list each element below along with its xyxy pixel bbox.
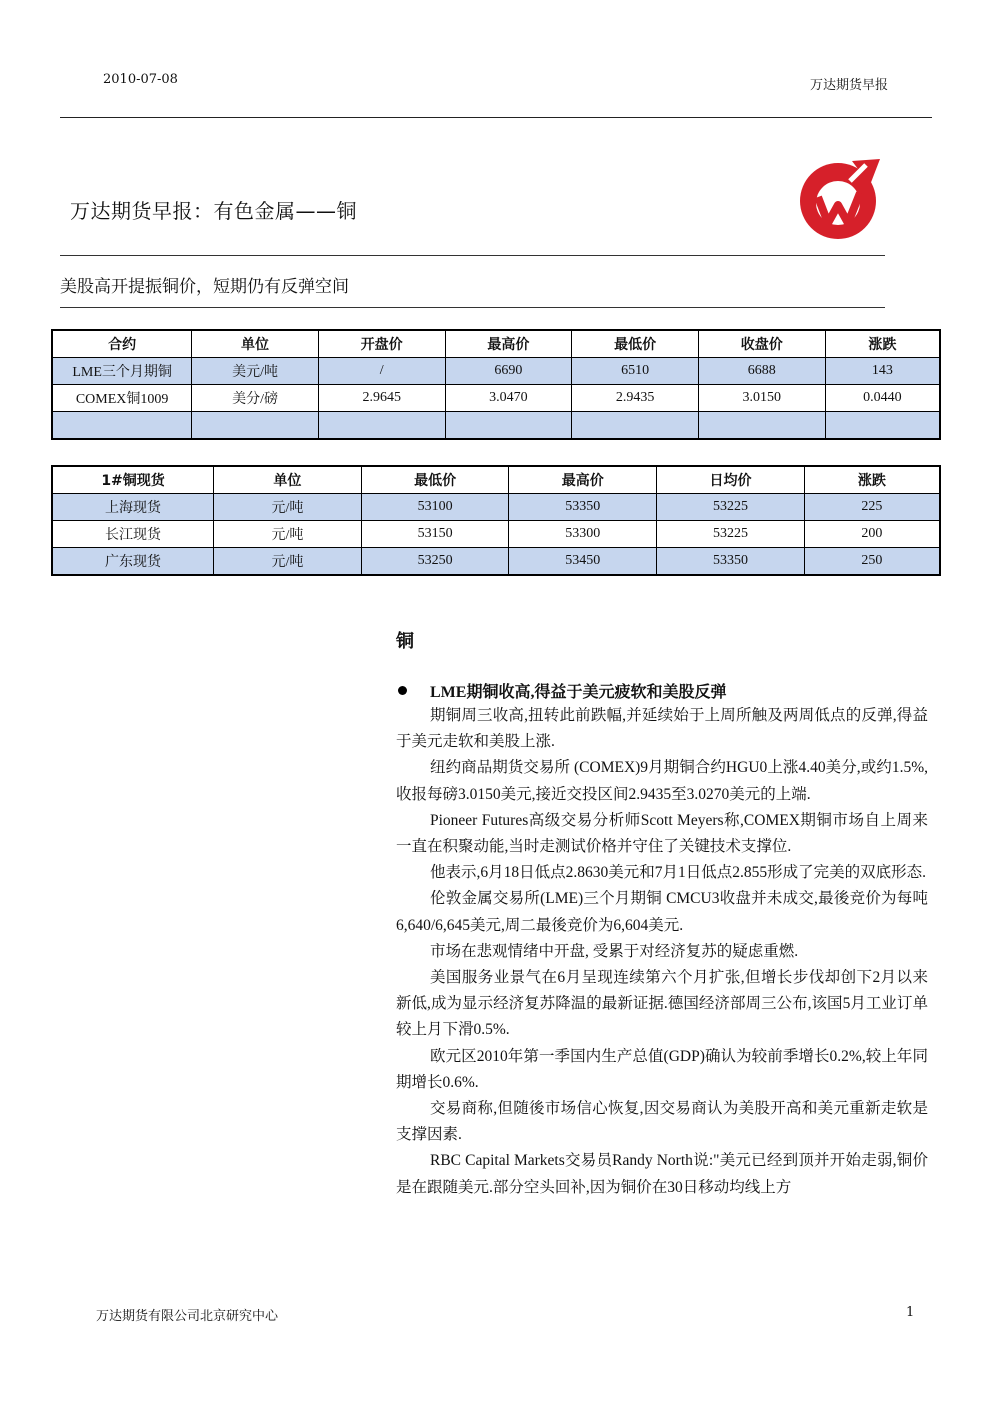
paragraph: 交易商称,但随後市场信心恢复,因交易商认为美股开高和美元重新走软是支撑因素. xyxy=(396,1100,928,1144)
header-date: 2010-07-08 xyxy=(103,72,178,87)
table-header: 涨跌 xyxy=(825,330,940,358)
table-header: 合约 xyxy=(52,330,192,358)
table-cell xyxy=(572,412,699,440)
table-cell: 2.9645 xyxy=(318,385,445,412)
table-header: 最低价 xyxy=(361,466,509,494)
table-cell: COMEX铜1009 xyxy=(52,385,192,412)
table-cell: 2.9435 xyxy=(572,385,699,412)
table-cell: 53350 xyxy=(509,494,657,521)
table-cell xyxy=(192,412,319,440)
paragraph: 伦敦金属交易所(LME)三个月期铜 CMCU3收盘并未成交,最後竞价为每吨6,640/6,645美元,周二最後竞价为6,604美元. xyxy=(396,890,928,934)
table-row xyxy=(52,548,940,576)
table-row xyxy=(52,385,940,412)
table-header: 开盘价 xyxy=(318,330,445,358)
table-cell: 6690 xyxy=(445,358,572,385)
paragraph: 欧元区2010年第一季国内生产总值(GDP)确认为较前季增长0.2%,较上年同期增长0.6%. xyxy=(396,1047,928,1091)
table-cell: 元/吨 xyxy=(214,494,362,521)
table-cell: 200 xyxy=(804,521,940,548)
table-cell: 53100 xyxy=(361,494,509,521)
table-header: 单位 xyxy=(192,330,319,358)
table-header: 日均价 xyxy=(657,466,805,494)
header-brand: 万达期货早报 xyxy=(810,78,889,93)
table-cell: 53300 xyxy=(509,521,657,548)
subtitle-divider xyxy=(60,307,885,308)
table-cell xyxy=(318,412,445,440)
table-cell: 元/吨 xyxy=(214,521,362,548)
table-cell: 0.0440 xyxy=(825,385,940,412)
page-title: 万达期货早报：有色金属——铜 xyxy=(70,199,357,223)
paragraph: 美国服务业景气在6月呈现连续第六个月扩张,但增长步伐却创下2月以来新低,成为显示经济复苏降温的最新证据.德国经济部周三公布,该国5月工业订单较上月下滑0.5%. xyxy=(396,969,928,1039)
bullet-heading: LME期铜收高,得益于美元疲软和美股反弹 xyxy=(430,684,727,701)
page-number: 1 xyxy=(906,1305,915,1320)
futures-price-table xyxy=(51,329,941,440)
table-header: 最高价 xyxy=(509,466,657,494)
table-cell: 上海现货 xyxy=(52,494,214,521)
table-header: 涨跌 xyxy=(804,466,940,494)
table-cell: / xyxy=(318,358,445,385)
table-cell xyxy=(52,412,192,440)
paragraph: 他表示,6月18日低点2.8630美元和7月1日低点2.855形成了完美的双底形态. xyxy=(430,864,927,882)
table-cell: 6510 xyxy=(572,358,699,385)
table-cell: 143 xyxy=(825,358,940,385)
footer-company: 万达期货有限公司北京研究中心 xyxy=(96,1309,279,1324)
table-header: 1#铜现货 xyxy=(52,466,214,494)
table-cell: 3.0470 xyxy=(445,385,572,412)
table-cell: 美分/磅 xyxy=(192,385,319,412)
table-cell xyxy=(698,412,825,440)
table-cell: 53250 xyxy=(361,548,509,576)
table-header: 收盘价 xyxy=(698,330,825,358)
paragraph: RBC Capital Markets交易员Randy North说:"美元已经到顶并开始走弱,铜价是在跟随美元.部分空头回补,因为铜价在30日移动均线上方 xyxy=(396,1152,928,1196)
table-header-row xyxy=(52,330,940,358)
paragraph: 市场在悲观情绪中开盘, 受累于对经济复苏的疑虑重燃. xyxy=(430,942,799,960)
table-cell: 53150 xyxy=(361,521,509,548)
table-cell: 53450 xyxy=(509,548,657,576)
table-cell: 6688 xyxy=(698,358,825,385)
table-header: 最低价 xyxy=(572,330,699,358)
table-cell: 53350 xyxy=(657,548,805,576)
table-row xyxy=(52,358,940,385)
table-row xyxy=(52,521,940,548)
section-title: 铜 xyxy=(396,631,414,652)
table-cell: 广东现货 xyxy=(52,548,214,576)
table-cell: 长江现货 xyxy=(52,521,214,548)
paragraph: Pioneer Futures高级交易分析师Scott Meyers称,COMEX期铜市场自上周来一直在积聚动能,当时走测试价格并守住了关键技术支撑位. xyxy=(396,811,928,856)
table-cell xyxy=(445,412,572,440)
paragraph: 期铜周三收高,扭转此前跌幅,并延续始于上周所触及两周低点的反弹,得益于美元走软和美股上涨. xyxy=(396,707,928,751)
page-subtitle: 美股高开提振铜价，短期仍有反弹空间 xyxy=(60,277,349,297)
table-cell: 美元/吨 xyxy=(192,358,319,385)
table-cell xyxy=(825,412,940,440)
table-header: 最高价 xyxy=(445,330,572,358)
table-cell: 元/吨 xyxy=(214,548,362,576)
table-cell: LME三个月期铜 xyxy=(52,358,192,385)
article-body xyxy=(396,703,928,1201)
table-cell: 250 xyxy=(804,548,940,576)
table-row xyxy=(52,494,940,521)
table-row xyxy=(52,412,940,440)
header-divider xyxy=(60,117,932,118)
spot-price-table xyxy=(51,465,941,576)
table-cell: 53225 xyxy=(657,521,805,548)
paragraph: 纽约商品期货交易所 (COMEX)9月期铜合约HGU0上涨4.40美分,或约1.5%,收报每磅3.0150美元,接近交投区间2.9435至3.0270美元的上端. xyxy=(396,759,928,803)
table-header-row xyxy=(52,466,940,494)
title-divider xyxy=(60,255,885,256)
table-cell: 53225 xyxy=(657,494,805,521)
wanda-logo-icon xyxy=(796,157,884,241)
table-header: 单位 xyxy=(214,466,362,494)
table-cell: 3.0150 xyxy=(698,385,825,412)
table-cell: 225 xyxy=(804,494,940,521)
bullet-icon xyxy=(398,686,407,695)
